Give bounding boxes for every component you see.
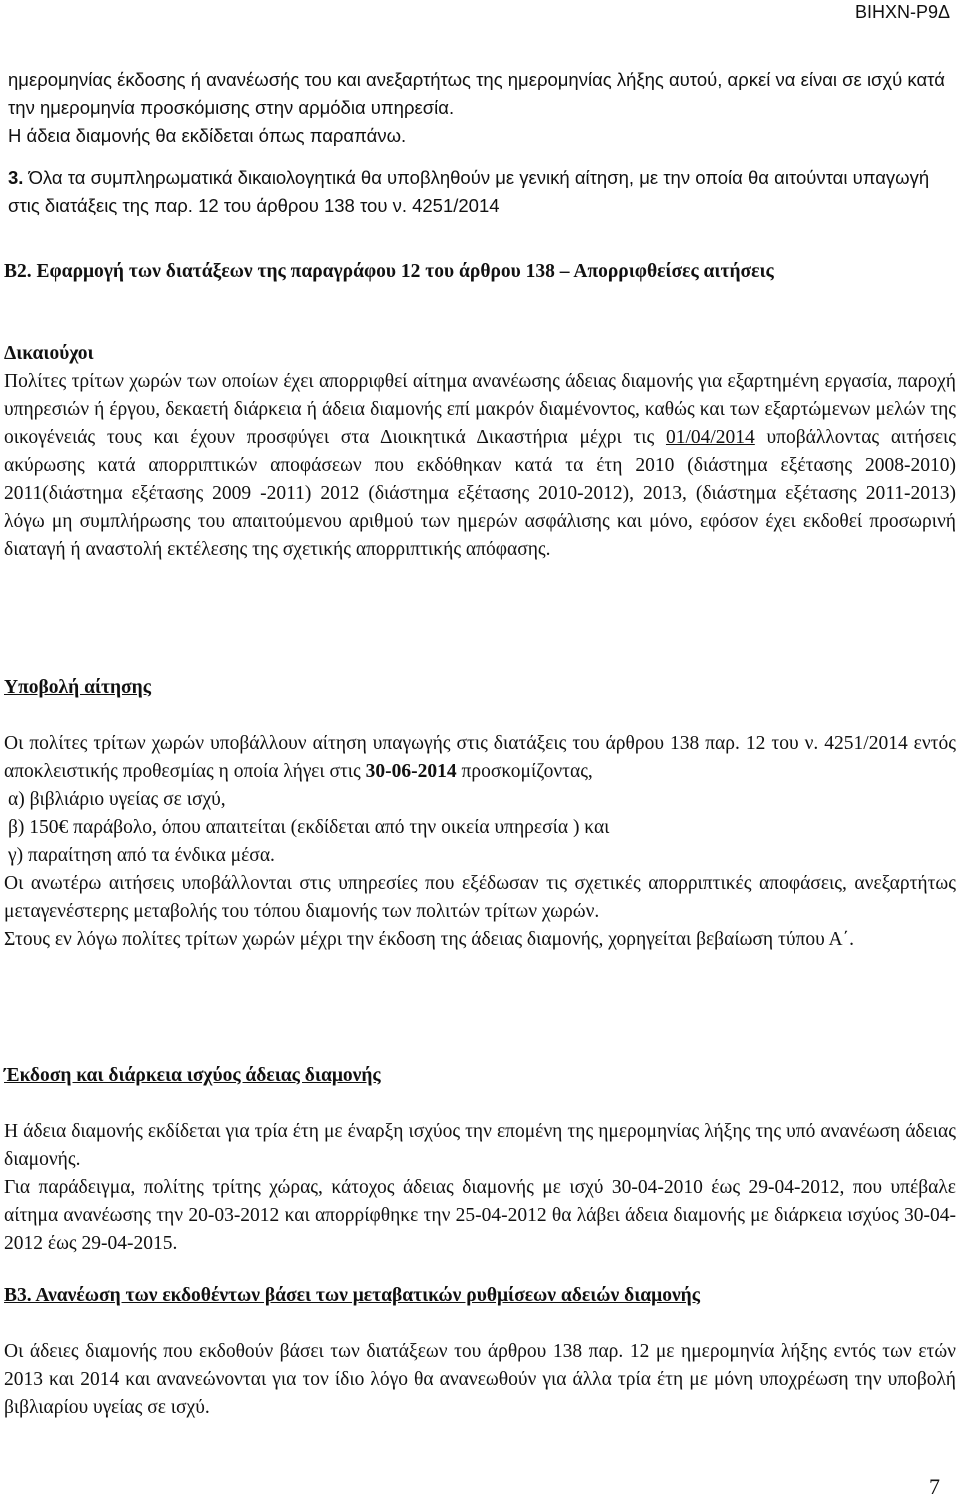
item-3-number: 3. xyxy=(8,167,24,188)
issuance-section xyxy=(4,1062,956,1258)
submission-paragraph-3: Στους εν λόγω πολίτες τρίτων χωρών μέχρι την έκδοση της άδειας διαμονής, χορηγείται βεβαίωση τύπου Α΄. xyxy=(4,929,854,950)
list-item: β) 150€ παράβολο, όπου απαιτείται (εκδίδεται από την οικεία υπηρεσία ) και xyxy=(8,817,610,838)
item-3 xyxy=(8,164,952,220)
required-documents-list xyxy=(4,786,956,870)
beneficiaries-title: Δικαιούχοι xyxy=(4,343,94,364)
submission-paragraph-2: Οι ανωτέρω αιτήσεις υποβάλλονται στις υπηρεσίες που εξέδωσαν τις σχετικές απορριπτικές αποφάσεις, ανεξαρτήτως μεταγενέστερης μεταβολής του τόπου διαμονής των πολιτών τρίτων χωρών. xyxy=(4,873,956,922)
list-item: γ) παραίτηση από τα ένδικα μέσα. xyxy=(8,845,275,866)
beneficiaries-text: Πολίτες τρίτων χωρών των οποίων έχει απορριφθεί αίτημα ανανέωσης άδειας διαμονής για εξαρτημένη εργασία, παροχή υπηρεσιών ή έργου, δεκαετή διάρκεια ή άδεια διαμονής επί μακρόν διαμένοντος, καθώς και των εξαρτώμενων μελών της οικογένειάς τους και έχουν προσφύγει στα Διοικητικά Δικαστήρια μέχρι τις xyxy=(4,371,956,448)
submission-text-cont: προσκομίζοντας, xyxy=(456,761,593,782)
list-item: α) βιβλιάριο υγείας σε ισχύ, xyxy=(8,789,226,810)
submission-section xyxy=(4,674,956,954)
submission-deadline: 30-06-2014 xyxy=(365,761,457,782)
issuance-title: Έκδοση και διάρκεια ισχύος άδειας διαμονής xyxy=(4,1065,381,1086)
submission-title: Υποβολή αίτησης xyxy=(4,677,151,698)
intro-paragraph: ημερομηνίας έκδοσης ή ανανέωσής του και ανεξαρτήτως της ημερομηνίας λήξης αυτού, αρκεί να είναι σε ισχύ κατά την ημερομηνία προσκόμισης στην αρμόδια υπηρεσία. xyxy=(8,69,945,118)
b3-paragraph: Οι άδειες διαμονής που εκδοθούν βάσει των διατάξεων του άρθρου 138 παρ. 12 με ημερομηνία λήξης εντός των ετών 2013 και 2014 και ανανεώνονται για τον ίδιο λόγο θα ανανεωθούν για άλλα τρία έτη με μόνη υποχρέωση την υποβολή βιβλιαρίου υγείας σε ισχύ. xyxy=(4,1341,956,1418)
issuance-paragraph: Η άδεια διαμονής εκδίδεται για τρία έτη με έναρξη ισχύος την επομένη της ημερομηνίας λήξης της υπό ανανέωση άδειας διαμονής. xyxy=(4,1121,956,1170)
intro-note: Η άδεια διαμονής θα εκδίδεται όπως παραπάνω. xyxy=(8,125,407,146)
deadline-date: 01/04/2014 xyxy=(665,427,755,448)
submission-text: Οι πολίτες τρίτων χωρών υποβάλλουν αίτηση υπαγωγής στις διατάξεις του άρθρου 138 παρ. 12 του ν. 4251/2014 εντός αποκλειστικής προθεσμίας η οποία λήγει στις xyxy=(4,733,956,782)
item-3-text: Όλα τα συμπληρωματικά δικαιολογητικά θα υποβληθούν με γενική αίτηση, με την οποία θα αιτούνται υπαγωγή στις διατάξεις της παρ. 12 του άρθρου 138 του ν. 4251/2014 xyxy=(8,167,930,216)
document-code: ΒΙΗΧΝ-Ρ9Δ xyxy=(854,2,950,22)
intro-block xyxy=(8,66,952,220)
beneficiaries-paragraph xyxy=(4,368,956,564)
beneficiaries-text-cont: υποβάλλοντας αιτήσεις ακύρωσης κατά απορριπτικών αποφάσεων που εκδόθηκαν κατά τα έτη 2010 (διάστημα εξέτασης 2008-2010) 2011(διάστημα εξέτασης 2009 -2011) 2012 (διάστημα εξέτασης 2010-2012), 2013, (διάστημα εξέτασης 2011-2013) λόγω μη συμπλήρωσης του απαιτούμενου αριθμού των ημερών ασφάλισης και μόνο, εφόσον έχει εκδοθεί προσωρινή διαταγή ή αναστολή εκτέλεσης της σχετικής απορριπτικής απόφασης. xyxy=(4,427,956,560)
submission-paragraph xyxy=(4,730,956,786)
page-number: 7 xyxy=(929,1474,940,1499)
b2-heading: Β2. Εφαρμογή των διατάξεων της παραγράφου 12 του άρθρου 138 – Απορριφθείσες αιτήσεις xyxy=(4,261,774,282)
b3-heading: Β3. Ανανέωση των εκδοθέντων βάσει των μεταβατικών ρυθμίσεων αδειών διαμονής xyxy=(4,1285,700,1306)
issuance-example: Για παράδειγμα, πολίτης τρίτης χώρας, κάτοχος άδειας διαμονής με ισχύ 30-04-2010 έως 29-04-2012, που υπέβαλε αίτημα ανανέωσης την 20-03-2012 και απορρίφθηκε την 25-04-2012 θα λάβει άδεια διαμονής με διάρκεια ισχύος 30-04-2012 έως 29-04-2015. xyxy=(4,1177,956,1254)
beneficiaries-section xyxy=(4,340,956,564)
b3-section xyxy=(4,1282,956,1422)
